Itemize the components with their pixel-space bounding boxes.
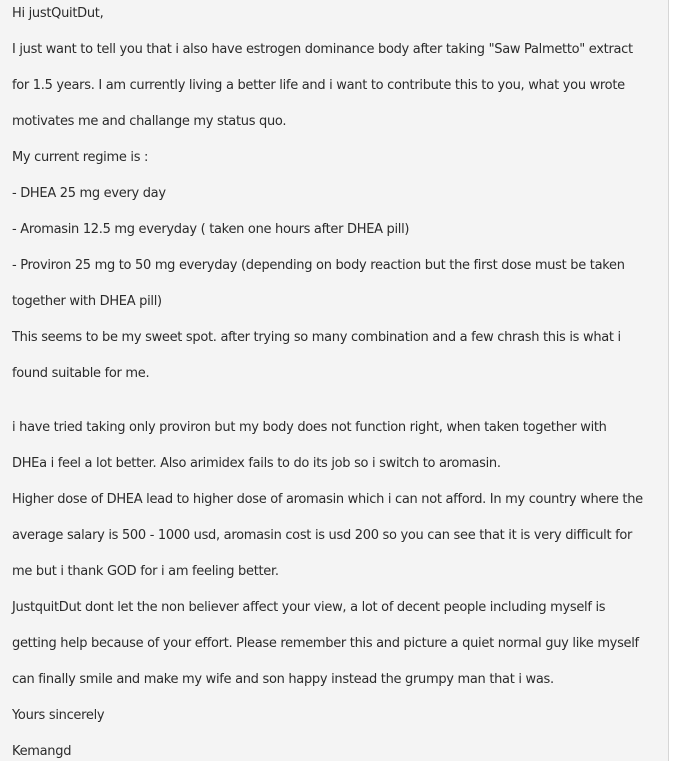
post-line: motivates me and challange my status quo. (12, 114, 287, 129)
post-line: me but i thank GOD for i am feeling better. (12, 564, 279, 579)
post-signature: Kemangd (12, 744, 72, 759)
regime-heading: My current regime is : (12, 150, 149, 165)
post-greeting: Hi justQuitDut, (12, 6, 104, 21)
regime-item-aromasin: - Aromasin 12.5 mg everyday ( taken one hours after DHEA pill) (12, 222, 410, 237)
regime-item-dhea: - DHEA 25 mg every day (12, 186, 166, 201)
post-line: for 1.5 years. I am currently living a better life and i want to contribute this to you, what you wrote (12, 78, 625, 93)
post-line: can finally smile and make my wife and son happy instead the grumpy man that i was. (12, 672, 554, 687)
paragraph-spacer (12, 400, 668, 418)
post-signoff: Yours sincerely (12, 708, 105, 723)
post-line: JustquitDut dont let the non believer affect your view, a lot of decent people including myself is (12, 600, 606, 615)
post-line: DHEa i feel a lot better. Also arimidex fails to do its job so i switch to aromasin. (12, 456, 501, 471)
post-line: together with DHEA pill) (12, 294, 162, 309)
post-line: found suitable for me. (12, 366, 150, 381)
post-line: Higher dose of DHEA lead to higher dose of aromasin which i can not afford. In my country where the (12, 492, 643, 507)
regime-item-proviron: - Proviron 25 mg to 50 mg everyday (depending on body reaction but the first dose must be taken (12, 258, 625, 273)
post-line: average salary is 500 - 1000 usd, aromasin cost is usd 200 so you can see that it is very difficult for (12, 528, 633, 543)
post-line: This seems to be my sweet spot. after trying so many combination and a few chrash this is what i (12, 330, 621, 345)
post-line: i have tried taking only proviron but my body does not function right, when taken together with (12, 420, 607, 435)
post-line: getting help because of your effort. Please remember this and picture a quiet normal guy like myself (12, 636, 639, 651)
post-line: I just want to tell you that i also have estrogen dominance body after taking "Saw Palmetto" extract (12, 42, 633, 57)
